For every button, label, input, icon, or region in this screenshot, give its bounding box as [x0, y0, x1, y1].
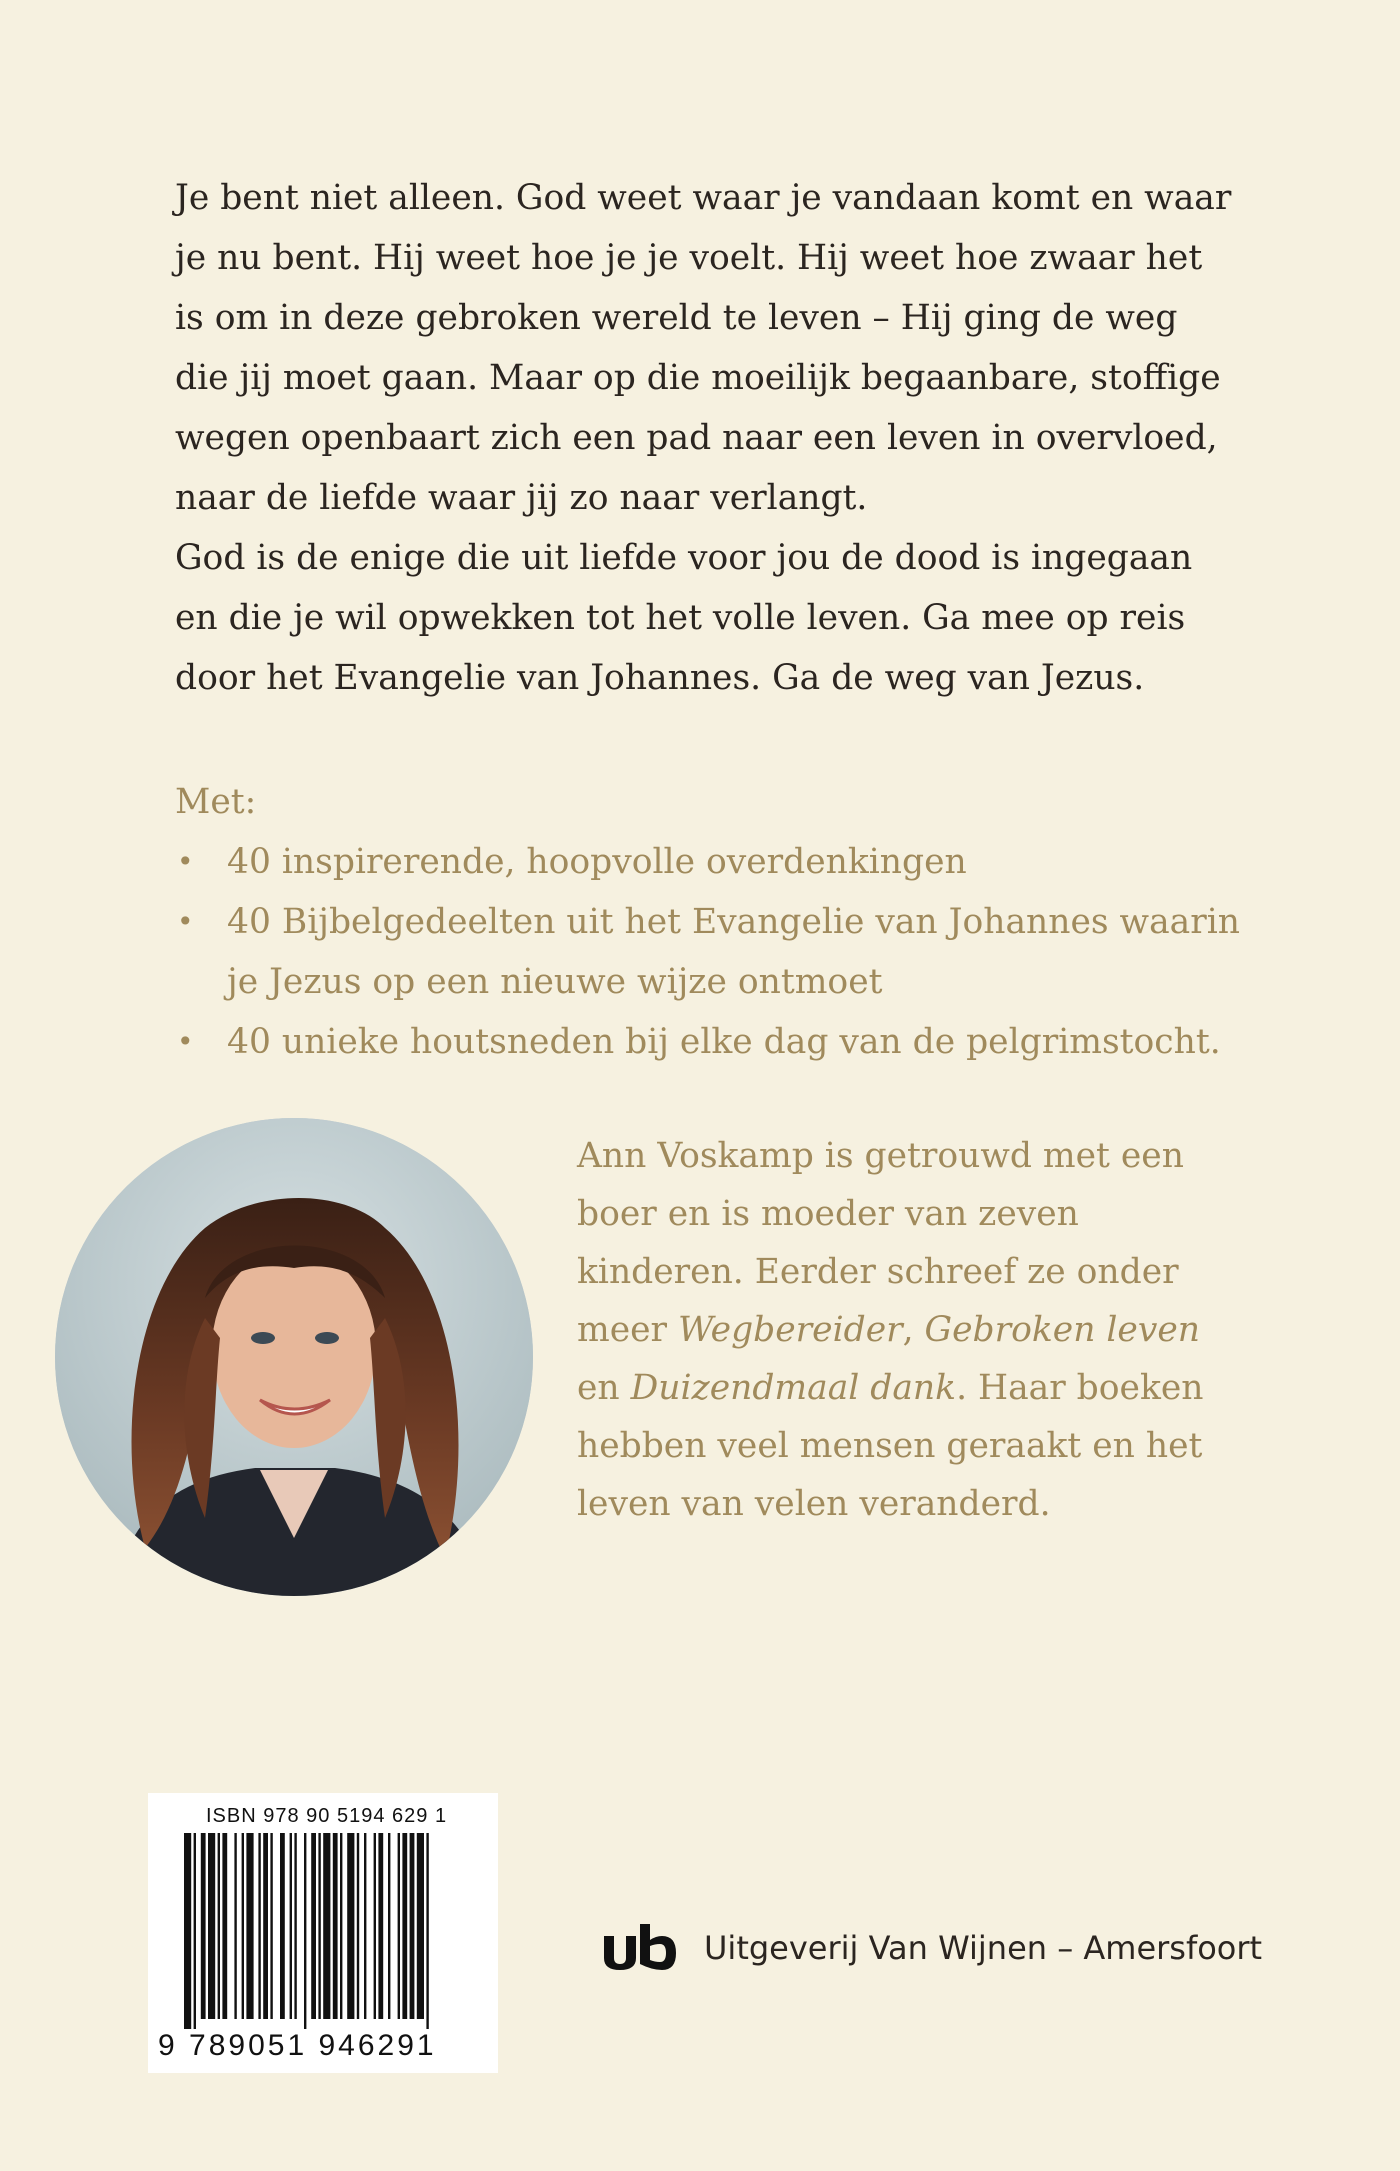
- isbn-barcode: [148, 1793, 498, 2073]
- intro-paragraph-1: Je bent niet alleen. God weet waar je vandaan komt en waar je nu bent. Hij weet hoe je je voelt. Hij weet hoe zwaar het is om in deze gebroken wereld te leven – Hij ging de weg die jij moet gaan. Maar op die moeilijk begaanbare, stoffige wegen openbaart zich een pad naar een leven in overvloed, naar de liefde waar jij zo naar verlangt.: [175, 178, 1232, 518]
- feature-text: 40 inspirerende, hoopvolle overdenkingen: [227, 842, 967, 882]
- feature-item: [175, 1012, 1255, 1072]
- author-portrait: [55, 1118, 533, 1596]
- publisher: [600, 1918, 1262, 1978]
- barcode-digits: 9 789051 946291: [158, 2029, 437, 2062]
- feature-item: [175, 832, 1255, 892]
- features-list: [175, 832, 1255, 1072]
- bullet-icon: •: [177, 845, 194, 878]
- author-photo-illustration: [55, 1118, 533, 1596]
- feature-item: [175, 892, 1255, 1012]
- author-bio: [577, 1127, 1217, 1533]
- feature-text: 40 unieke houtsneden bij elke dag van de pelgrimstocht.: [227, 1022, 1221, 1062]
- isbn-label: ISBN 978 90 5194 629 1: [206, 1805, 448, 1827]
- intro-text: [175, 168, 1235, 708]
- book-title-duizendmaal-dank: Duizendmaal dank: [630, 1368, 957, 1408]
- bio-text-part: Ann Voskamp is getrouwd met een boer en is moeder van zeven kinderen. Eerder schreef ze onder meer: [577, 1136, 1184, 1350]
- author-bio-text: [577, 1127, 1217, 1533]
- bio-text-part: . Haar boeken hebben veel mensen geraakt en het leven van velen veranderd.: [577, 1368, 1204, 1524]
- book-title-gebroken-leven: Gebroken leven: [924, 1310, 1200, 1350]
- bullet-icon: •: [177, 1025, 194, 1058]
- bio-separator: ,: [902, 1310, 925, 1350]
- features-heading: Met:: [175, 782, 257, 822]
- publisher-name: Uitgeverij Van Wijnen – Amersfoort: [704, 1929, 1263, 1967]
- bullet-icon: •: [177, 905, 194, 938]
- bio-separator: en: [577, 1368, 631, 1408]
- publisher-logo-icon: [600, 1922, 678, 1974]
- features-section: [175, 772, 1255, 1072]
- feature-text: 40 Bijbelgedeelten uit het Evangelie van Johannes waarin je Jezus op een nieuwe wijze ontmoet: [227, 902, 1240, 1002]
- book-title-wegbereider: Wegbereider: [678, 1310, 903, 1350]
- intro-paragraph-2: God is de enige die uit liefde voor jou de dood is ingegaan en die je wil opwekken tot het volle leven. Ga mee op reis door het Evangelie van Johannes. Ga de weg van Jezus.: [175, 538, 1193, 698]
